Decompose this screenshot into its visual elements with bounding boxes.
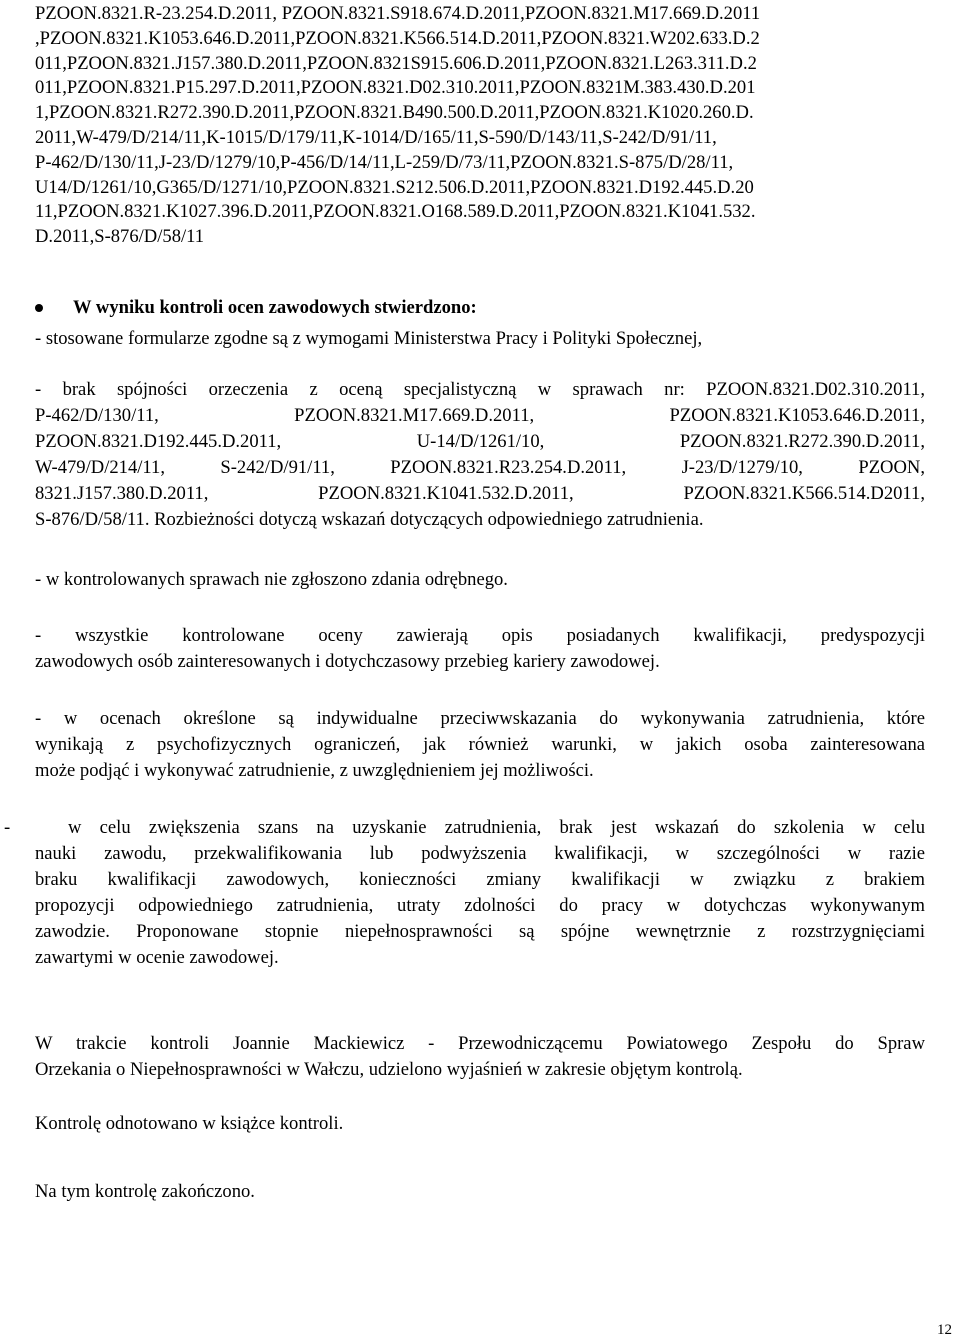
training-dash: - xyxy=(4,817,11,838)
inconsistency-line: PZOON.8321.D192.445.D.2011, U-14/D/1261/10, PZOON.8321.R272.390.D.2011, xyxy=(35,431,925,452)
inconsistency-line: 8321.J157.380.D.2011, PZOON.8321.K1041.532.D.2011, PZOON.8321.K566.514.D2011, xyxy=(35,483,925,504)
case-numbers-line: 2011,W-479/D/214/11,K-1015/D/179/11,K-1014/D/165/11,S-590/D/143/11,S-242/D/91/11, xyxy=(35,126,717,148)
case-numbers-line: 011,PZOON.8321.J157.380.D.2011,PZOON.8321S915.606.D.2011,PZOON.8321.L263.311.D.2 xyxy=(35,52,757,74)
qualifications-line: zawodowych osób zainteresowanych i dotychczasowy przebieg kariery zawodowej. xyxy=(35,651,660,672)
contraindications-paragraph xyxy=(35,706,925,784)
separate-opinion-line: - w kontrolowanych sprawach nie zgłoszono zdania odrębnego. xyxy=(35,569,508,590)
inconsistency-paragraph xyxy=(35,377,925,533)
logbook-line: Kontrolę odnotowano w książce kontroli. xyxy=(35,1113,344,1134)
training-line: nauki zawodu, przekwalifikowania lub podwyższenia kwalifikacji, w szczególności w razie xyxy=(35,843,925,864)
contraindications-line: może podjąć i wykonywać zatrudnienie, z uwzględnieniem jej możliwości. xyxy=(35,760,594,781)
training-line: zawodzie. Proponowane stopnie niepełnosprawności są spójne wewnętrznie z rozstrzygnięciami xyxy=(35,921,925,942)
case-numbers-line: D.2011,S-876/D/58/11 xyxy=(35,226,205,248)
case-numbers-line: P-462/D/130/11,J-23/D/1279/10,P-456/D/14/11,L-259/D/73/11,PZOON.8321.S-875/D/28/11, xyxy=(35,151,734,173)
case-numbers-line: U14/D/1261/10,G365/D/1271/10,PZOON.8321.S212.506.D.2011,PZOON.8321.D192.445.D.20 xyxy=(35,176,754,198)
qualifications-line: - wszystkie kontrolowane oceny zawierają opis posiadanych kwalifikacji, predyspozycji xyxy=(35,625,925,646)
training-line: w celu zwiększenia szans na uzyskanie zatrudnienia, brak jest wskazań do szkolenia w celu xyxy=(68,817,925,838)
forms-paragraph xyxy=(35,326,925,352)
contraindications-line: wynikają z psychofizycznych ograniczeń, jak również warunki, w jakich osoba zainteresowana xyxy=(35,734,925,755)
case-numbers-line: 1,PZOON.8321.R272.390.D.2011,PZOON.8321.B490.500.D.2011,PZOON.8321.K1020.260.D. xyxy=(35,102,754,124)
explanations-line: Orzekania o Niepełnosprawności w Wałczu, udzielono wyjaśnień w zakresie objętym kontrolą. xyxy=(35,1059,743,1080)
inconsistency-line: - brak spójności orzeczenia z oceną specjalistyczną w sprawach nr: PZOON.8321.D02.310.2011, xyxy=(35,379,925,400)
findings-heading: W wyniku kontroli ocen zawodowych stwierdzono: xyxy=(73,297,477,318)
contraindications-line: - w ocenach określone są indywidualne przeciwwskazania do wykonywania zatrudnienia, które xyxy=(35,708,925,729)
closing-line: Na tym kontrolę zakończono. xyxy=(35,1181,255,1202)
case-numbers-line: PZOON.8321.R-23.254.D.2011, PZOON.8321.S918.674.D.2011,PZOON.8321.M17.669.D.2011 xyxy=(35,3,761,24)
explanations-line: W trakcie kontroli Joannie Mackiewicz - Przewodniczącemu Powiatowego Zespołu do Spraw xyxy=(35,1033,925,1054)
case-numbers-line: 11,PZOON.8321.K1027.396.D.2011,PZOON.8321.O168.589.D.2011,PZOON.8321.K1041.532. xyxy=(35,201,756,223)
bullet-icon xyxy=(35,304,43,312)
qualifications-paragraph xyxy=(35,623,925,675)
training-paragraph xyxy=(35,815,925,971)
training-line: braku kwalifikacji zawodowych, konieczności zmiany kwalifikacji w związku z brakiem xyxy=(35,869,925,890)
inconsistency-line: W-479/D/214/11, S-242/D/91/11, PZOON.8321.R23.254.D.2011, J-23/D/1279/10, PZOON, xyxy=(35,457,925,478)
inconsistency-line: P-462/D/130/11, PZOON.8321.M17.669.D.2011, PZOON.8321.K1053.646.D.2011, xyxy=(35,405,925,426)
page-number: 12 xyxy=(937,1322,952,1338)
logbook-paragraph xyxy=(35,1111,925,1137)
case-numbers-line: ,PZOON.8321.K1053.646.D.2011,PZOON.8321.K566.514.D.2011,PZOON.8321.W202.633.D.2 xyxy=(35,27,760,49)
forms-line: - stosowane formularze zgodne są z wymogami Ministerstwa Pracy i Polityki Społecznej, xyxy=(35,328,703,349)
case-numbers-list xyxy=(35,2,925,250)
training-line: propozycji odpowiedniego zatrudnienia, utraty zdolności do pracy w dotychczas wykonywanym xyxy=(35,895,925,916)
separate-opinion-paragraph xyxy=(35,567,925,593)
closing-paragraph xyxy=(35,1179,925,1205)
case-numbers-line: 011,PZOON.8321.P15.297.D.2011,PZOON.8321.D02.310.2011,PZOON.8321M.383.430.D.201 xyxy=(35,77,756,99)
explanations-paragraph xyxy=(35,1031,925,1083)
inconsistency-line: S-876/D/58/11. Rozbieżności dotyczą wskazań dotyczących odpowiedniego zatrudnienia. xyxy=(35,509,704,530)
training-line: zawartymi w ocenie zawodowej. xyxy=(35,947,279,968)
